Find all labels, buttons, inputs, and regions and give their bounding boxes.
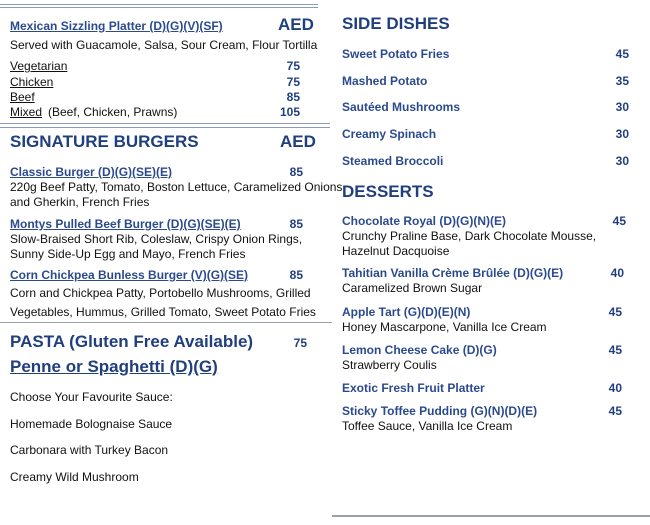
option-label: Chicken — [10, 75, 54, 89]
currency-label: AED — [280, 132, 316, 151]
burger-price: 85 — [289, 165, 303, 179]
burger-desc: and Gherkin, French Fries — [10, 195, 150, 209]
sauce-option: Creamy Wild Mushroom — [10, 470, 139, 484]
divider — [0, 322, 332, 323]
dessert-desc: Crunchy Praline Base, Dark Chocolate Mousse, — [342, 229, 597, 243]
dessert-desc: Toffee Sauce, Vanilla Ice Cream — [342, 419, 513, 433]
dessert-name: Chocolate Royal (D)(G)(N)(E) — [342, 214, 506, 228]
side-name: Steamed Broccoli — [342, 154, 444, 168]
option-label: Vegetarian — [10, 59, 68, 73]
burger-desc: 220g Beef Patty, Tomato, Boston Lettuce, Caramelized Onions — [10, 180, 343, 194]
burger-name: Classic Burger (D)(G)(SE)(E) — [10, 165, 173, 179]
dessert-price: 45 — [608, 305, 622, 319]
side-price: 30 — [615, 127, 629, 141]
mexican-platter-description: Served with Guacamole, Salsa, Sour Cream, Flour Tortilla — [10, 38, 318, 52]
option-price: 85 — [286, 90, 300, 104]
pasta-price: 75 — [293, 336, 307, 350]
burger-name: Montys Pulled Beef Burger (D)(G)(SE)(E) — [10, 217, 241, 231]
section-header-desserts: DESSERTS — [342, 182, 434, 201]
dessert-price: 40 — [610, 266, 624, 280]
burger-name: Corn Chickpea Bunless Burger (V)(G)(SE) — [10, 268, 249, 282]
dessert-name: Tahitian Vanilla Crème Brûlée (D)(G)(E) — [342, 266, 564, 280]
burger-desc: Sunny Side-Up Egg and Mayo, French Fries — [10, 247, 246, 261]
divider — [0, 4, 318, 5]
currency-label: AED — [278, 15, 314, 34]
dessert-desc: Hazelnut Dacquoise — [342, 244, 450, 258]
option-note: (Beef, Chicken, Prawns) — [48, 105, 178, 119]
burger-price: 85 — [289, 268, 303, 282]
sauce-prompt: Choose Your Favourite Sauce: — [10, 390, 173, 404]
option-label: Beef — [10, 90, 35, 104]
sauce-option: Homemade Bolognaise Sauce — [10, 417, 173, 431]
side-price: 30 — [615, 154, 629, 168]
dessert-name: Apple Tart (G)(D)(E)(N) — [342, 305, 471, 319]
option-price: 105 — [279, 105, 300, 119]
side-name: Creamy Spinach — [342, 127, 437, 141]
option-label: Mixed — [10, 105, 43, 119]
dessert-name: Lemon Cheese Cake (D)(G) — [342, 343, 497, 357]
burger-desc: Vegetables, Hummus, Grilled Tomato, Sweet Potato Fries — [10, 305, 316, 319]
dessert-desc: Caramelized Brown Sugar — [342, 281, 483, 295]
dessert-name: Sticky Toffee Pudding (G)(N)(D)(E) — [342, 404, 538, 418]
burger-desc: Corn and Chickpea Patty, Portobello Mushrooms, Grilled — [10, 286, 311, 300]
section-header-burgers: SIGNATURE BURGERS — [10, 132, 199, 151]
dessert-price: 45 — [608, 404, 622, 418]
mexican-platter-title: Mexican Sizzling Platter (D)(G)(V)(SF) — [10, 19, 223, 33]
divider — [332, 515, 650, 517]
dessert-price: 45 — [608, 343, 622, 357]
dessert-desc: Strawberry Coulis — [342, 358, 437, 372]
dessert-name: Exotic Fresh Fruit Platter — [342, 381, 485, 395]
section-header-pasta: PASTA (Gluten Free Available) — [10, 332, 254, 351]
option-price: 75 — [286, 59, 300, 73]
dessert-desc: Honey Mascarpone, Vanilla Ice Cream — [342, 320, 547, 334]
side-price: 45 — [615, 47, 629, 61]
dessert-price: 45 — [612, 214, 626, 228]
dessert-price: 40 — [608, 381, 622, 395]
burger-desc: Slow-Braised Short Rib, Coleslaw, Crispy Onion Rings, — [10, 232, 303, 246]
divider — [0, 127, 330, 128]
side-name: Sautéed Mushrooms — [342, 100, 461, 114]
section-header-sides: SIDE DISHES — [342, 14, 450, 33]
sauce-option: Carbonara with Turkey Bacon — [10, 443, 169, 457]
divider — [0, 123, 330, 124]
side-price: 30 — [615, 100, 629, 114]
option-price: 75 — [286, 75, 300, 89]
pasta-subheader: Penne or Spaghetti (D)(G) — [10, 357, 218, 376]
burger-price: 85 — [289, 217, 303, 231]
divider — [0, 7, 318, 8]
side-price: 35 — [615, 74, 629, 88]
side-name: Sweet Potato Fries — [342, 47, 450, 61]
side-name: Mashed Potato — [342, 74, 428, 88]
